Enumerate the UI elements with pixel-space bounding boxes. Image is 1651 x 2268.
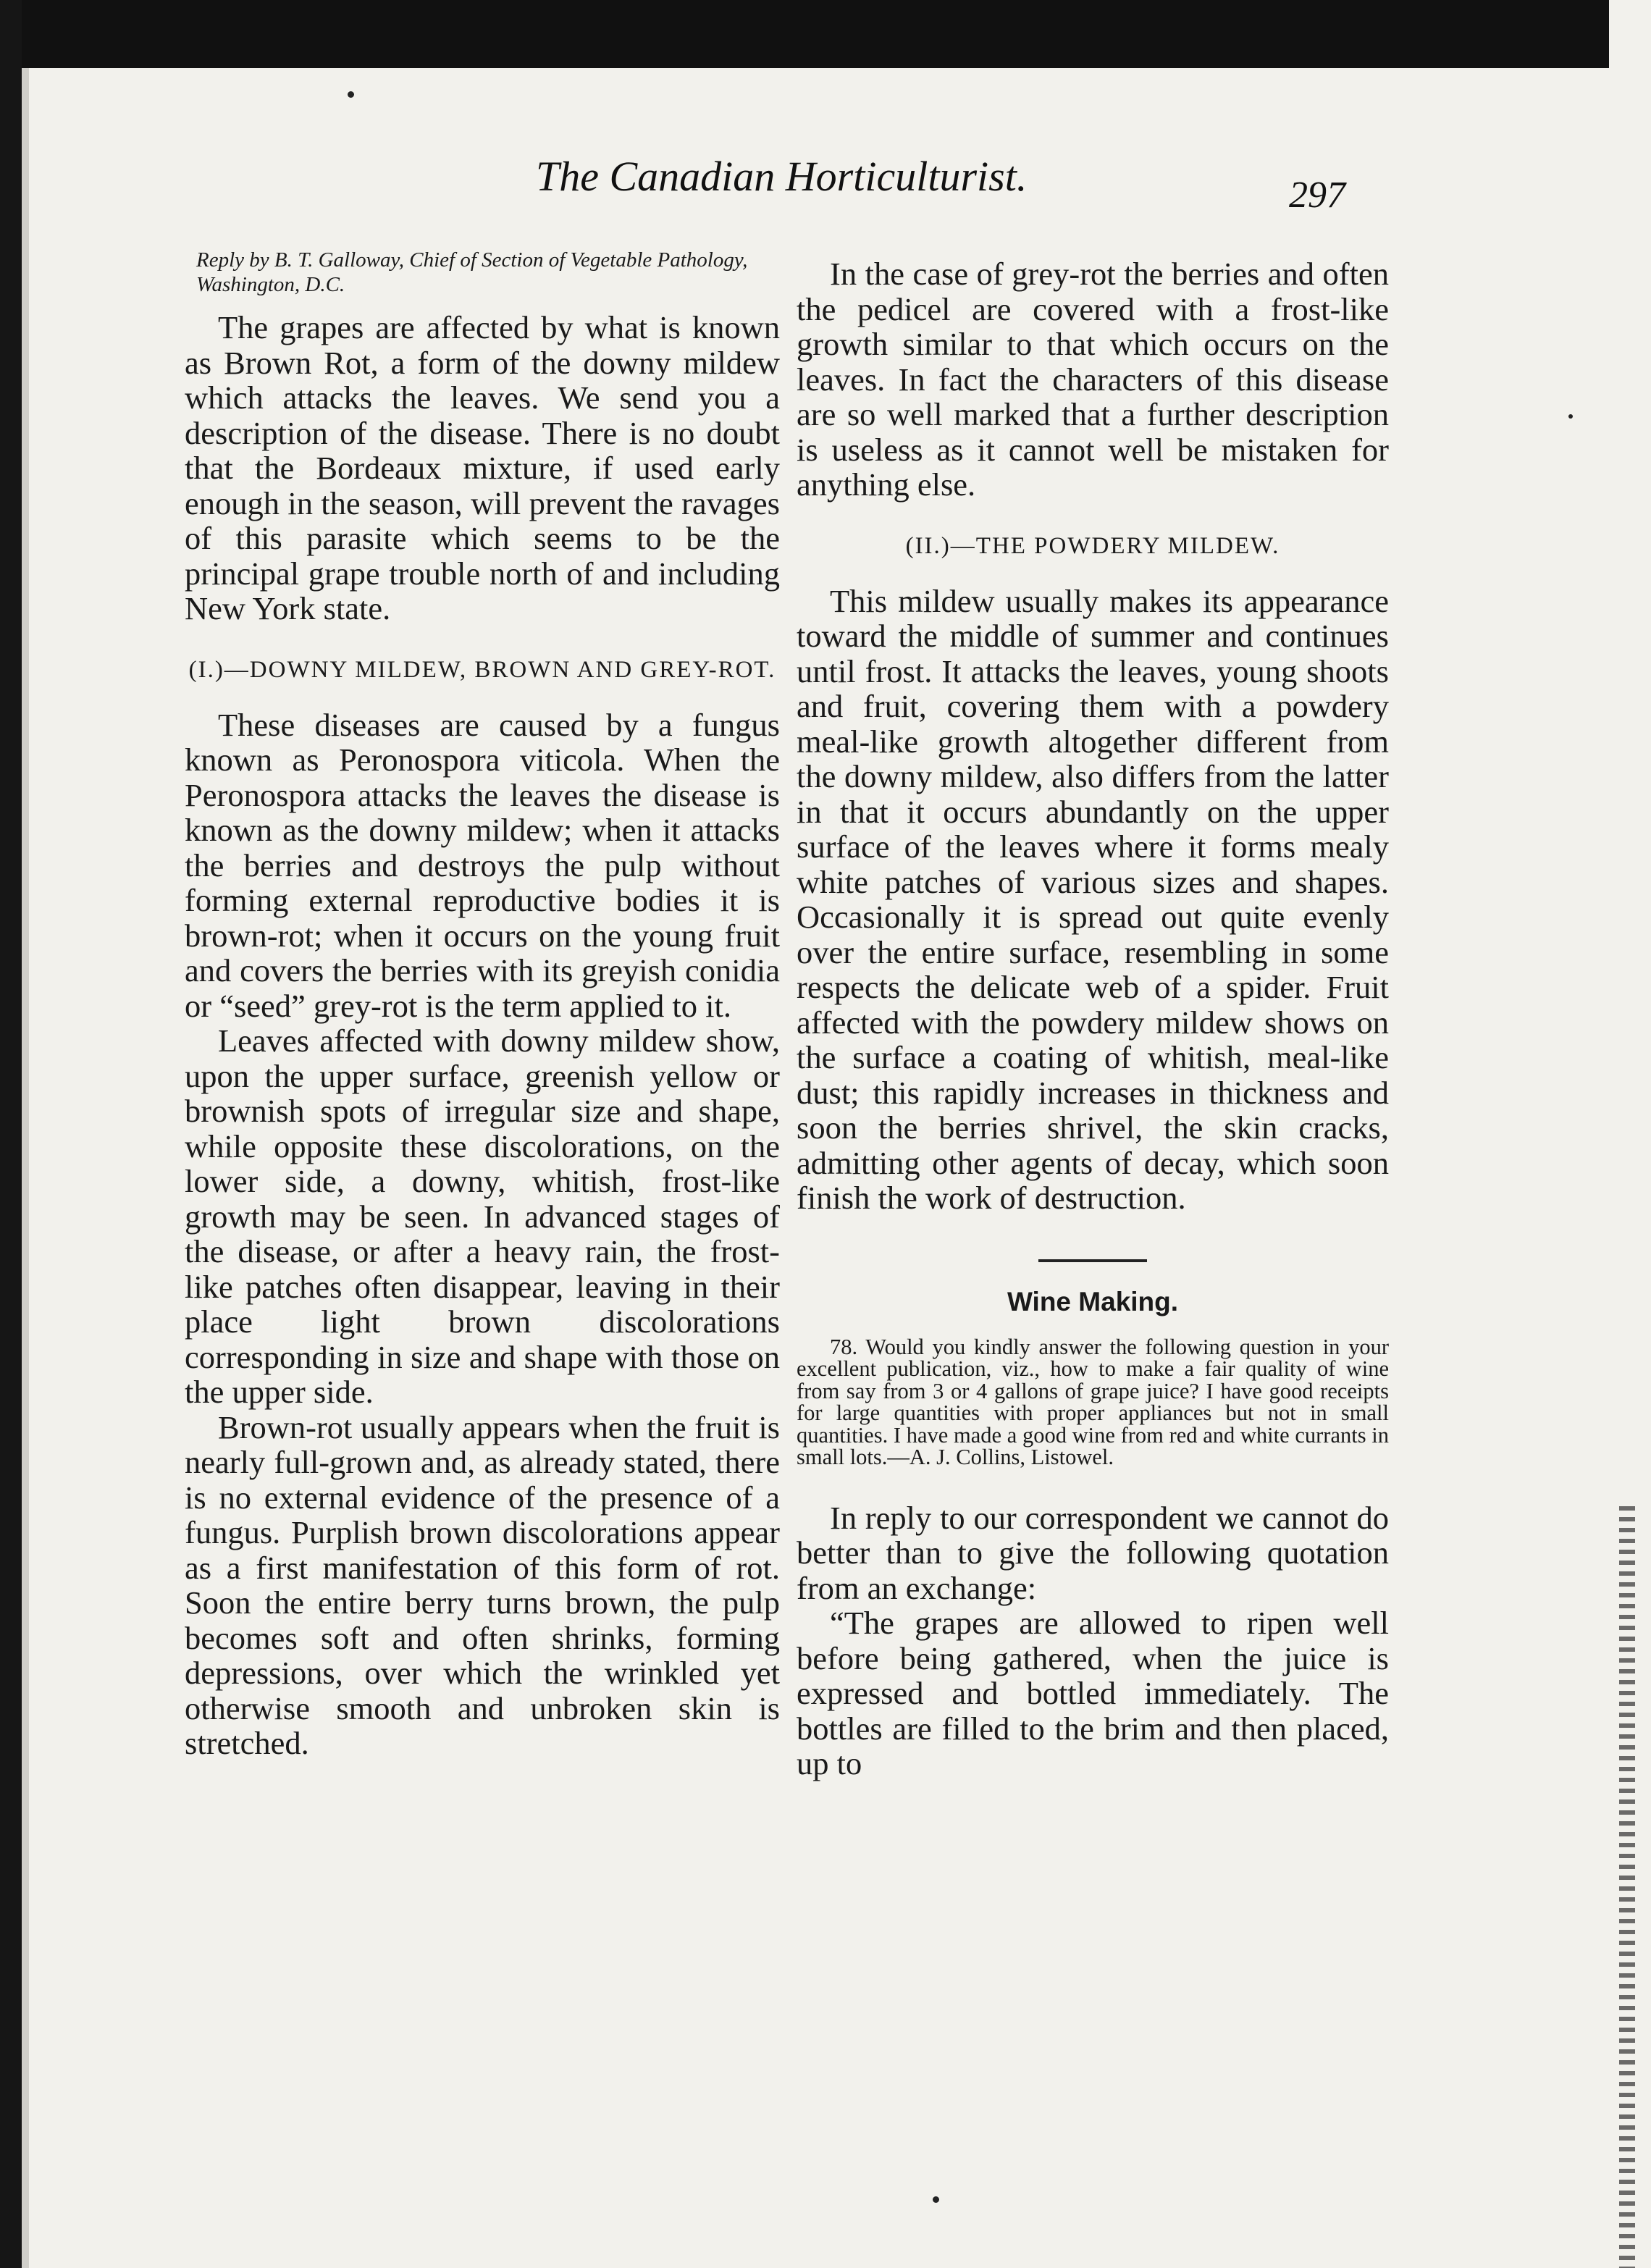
paragraph-brown-rot: Brown-rot usually appears when the fruit is nearly full-grown and, as already stated, there is no external evidence of the presence of a fungus. Purplish brown discolorations appear as a first manifestation of this form of rot. Soon the entire berry turns brown, the pulp becomes soft and often shrinks, forming depressions, over which the wrinkled yet otherwise smooth and unbroken skin is stretched. — [185, 1408, 780, 1761]
page-number: 297 — [1289, 175, 1345, 216]
left-column — [185, 248, 780, 1761]
paragraph-leaves-affected: Leaves affected with downy mildew show, upon the upper surface, greenish yellow or brownish spots of irregular size and shape, while opposite these discolorations, on the lower side, a downy, whitish, frost-like growth may be seen. In advanced stages of the disease, or after a heavy rain, the frost-like patches often disappear, leaving in their place light brown discolorations corresponding in size and shape with those on the upper side. — [185, 1022, 780, 1410]
scan-page-edge — [22, 68, 29, 2268]
scan-right-edge-noise — [1619, 1506, 1635, 2268]
scan-top-border — [0, 0, 1609, 68]
scan-speck — [933, 2196, 939, 2203]
intro-paragraph: The grapes are affected by what is known as Brown Rot, a form of the downy mildew which attacks the leaves. We send you a description of the disease. There is no doubt that the Bordeaux mixture, if used early enough in the season, will prevent the ravages of this parasite which seems to be the principal grape trouble north of and including New York state. — [185, 309, 780, 626]
paragraph-grey-rot: In the case of grey-rot the berries and often the pedicel are covered with a frost-like growth similar to that which occurs on the leaves. In fact the characters of this disease are so well marked that a further description is useless as it cannot well be mistaken for anything else. — [797, 256, 1389, 503]
section-divider — [1038, 1259, 1147, 1262]
scan-speck — [348, 91, 354, 98]
running-title: The Canadian Horticulturist. — [536, 153, 1028, 200]
section-heading-powdery-mildew: (II.)—THE POWDERY MILDEW. — [905, 532, 1280, 559]
right-column — [797, 256, 1389, 1781]
scan-left-border — [0, 0, 22, 2268]
paragraph-powdery-mildew: This mildew usually makes its appearance toward the middle of summer and continues until frost. It attacks the leaves, young shoots and fruit, covering them with a powdery meal-like growth altogether different from the downy mildew, also differs from the latter in that it occurs abundantly on the upper surface of the leaves where it forms mealy white patches of various sizes and shapes. Occasionally it is spread out quite evenly over the entire surface, resembling in some respects the delicate web of a spider. Fruit affected with the powdery mildew shows on the surface a coating of whitish, meal-like dust; this rapidly increases in thickness and soon the berries shrivel, the skin cracks, admitting other agents of decay, which soon finish the work of destruction. — [797, 582, 1389, 1216]
scan-speck — [1568, 414, 1573, 419]
correspondent-letter: 78. Would you kindly answer the following question in your excellent publication, viz., how to make a fair quality of wine from say from 3 or 4 gallons of grape juice? I have good receipts for large quantities with proper appliances but not in small quantities. I have made a good wine from red and white currants in small lots.—A. J. Collins, Listowel. — [797, 1334, 1389, 1469]
section-heading-downy-mildew: (I.)—DOWNY MILDEW, BROWN AND GREY-ROT. — [188, 656, 776, 683]
wine-making-heading: Wine Making. — [1007, 1286, 1179, 1316]
reply-attribution: Reply by B. T. Galloway, Chief of Section of Vegetable Pathology, Washington, D.C. — [196, 248, 748, 296]
quotation-paragraph: “The grapes are allowed to ripen well before being gathered, when the juice is expressed and bottled immediately. The bottles are filled to the brim and then placed, up to — [797, 1605, 1389, 1781]
paragraph-peronospora: These diseases are caused by a fungus known as Peronospora viticola. When the Peronospora attacks the leaves the disease is known as the downy mildew; when it attacks the berries and destroys the pulp without forming external reproductive bodies it is brown-rot; when it occurs on the young fruit and covers the berries with its greyish conidia or “seed” grey-rot is the term applied to it. — [185, 706, 780, 1024]
reply-paragraph: In reply to our correspondent we cannot do better than to give the following quotation from an exchange: — [797, 1499, 1389, 1606]
